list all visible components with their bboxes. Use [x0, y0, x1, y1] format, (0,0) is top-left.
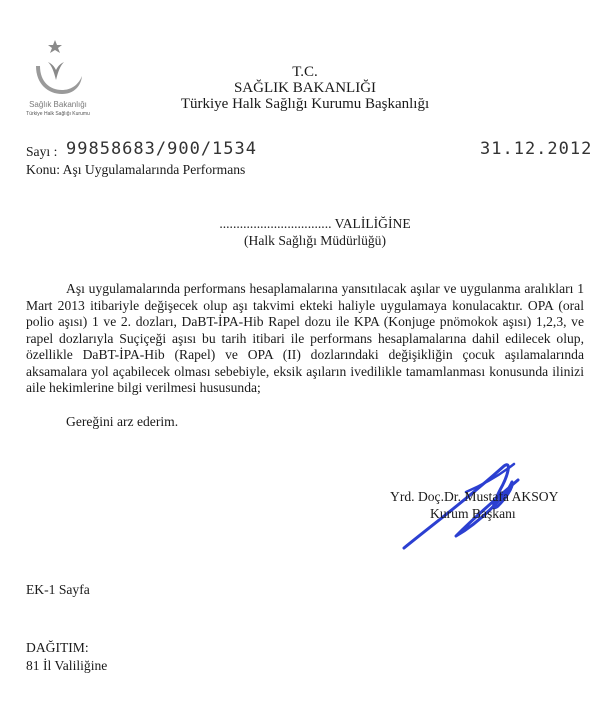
subject-line: Konu: Aşı Uygulamalarında Performans: [26, 162, 246, 177]
attachment-note: EK-1 Sayfa: [26, 582, 90, 597]
sayi-label: Sayı :: [26, 144, 58, 159]
ministry-logo: [18, 36, 98, 126]
signatory-name: Yrd. Doç.Dr. Mustafa AKSOY: [390, 489, 559, 504]
distribution-label: DAĞITIM:: [26, 640, 89, 655]
document-date: 31.12.2012: [480, 139, 593, 159]
distribution-value: 81 İl Valiliğine: [26, 658, 108, 673]
body-paragraph: Aşı uygulamalarında performans hesaplamalarına yansıtılacak aşılar ve uygulanma aralıkları 1 Mart 2013 itibariyle değişecek olup aşı takvimi ekteki haliyle uygulamaya konulacaktır. OPA (oral polio aşısı) 1 ve 2. dozları, DaBT-İPA-Hib Rapel dozu ile KPA (Konjuge pnömokok aşısı) 1,2,3, ve rapel dozlarıyla Suçiçeği aşısı bu tarih itibari ile performans hesaplamalarına dahil edilecek olup, özellikle DaBT-İPA-Hib (Rapel) ve OPA (II) dozlarındaki değişikliğin çocuk aşılamalarında aksamalara yol açabilecek olması sebebiyle, eksik aşıların ivedilikle tamamlanması konusunda ilinizi aile hekimlerine bilgi verilmesi hususunda;: [26, 281, 584, 395]
crescent-star-icon: [18, 36, 98, 100]
sayi-value: 99858683/900/1534: [66, 139, 257, 159]
closing-line: Gereğini arz ederim.: [66, 414, 179, 429]
country-heading: T.C.: [292, 64, 318, 80]
institution-heading: Türkiye Halk Sağlığı Kurumu Başkanlığı: [180, 96, 430, 112]
signatory-title: Kurum Başkanı: [430, 506, 516, 521]
ministry-heading: SAĞLIK BAKANLIĞI: [233, 80, 377, 96]
logo-subtext: Türkiye Halk Sağlığı Kurumu: [26, 111, 90, 117]
recipient-subline: (Halk Sağlığı Müdürlüğü): [244, 233, 386, 248]
logo-text: Sağlık Bakanlığı: [29, 100, 87, 109]
recipient-line: ................................. VALİLİĞİNE: [219, 216, 411, 231]
